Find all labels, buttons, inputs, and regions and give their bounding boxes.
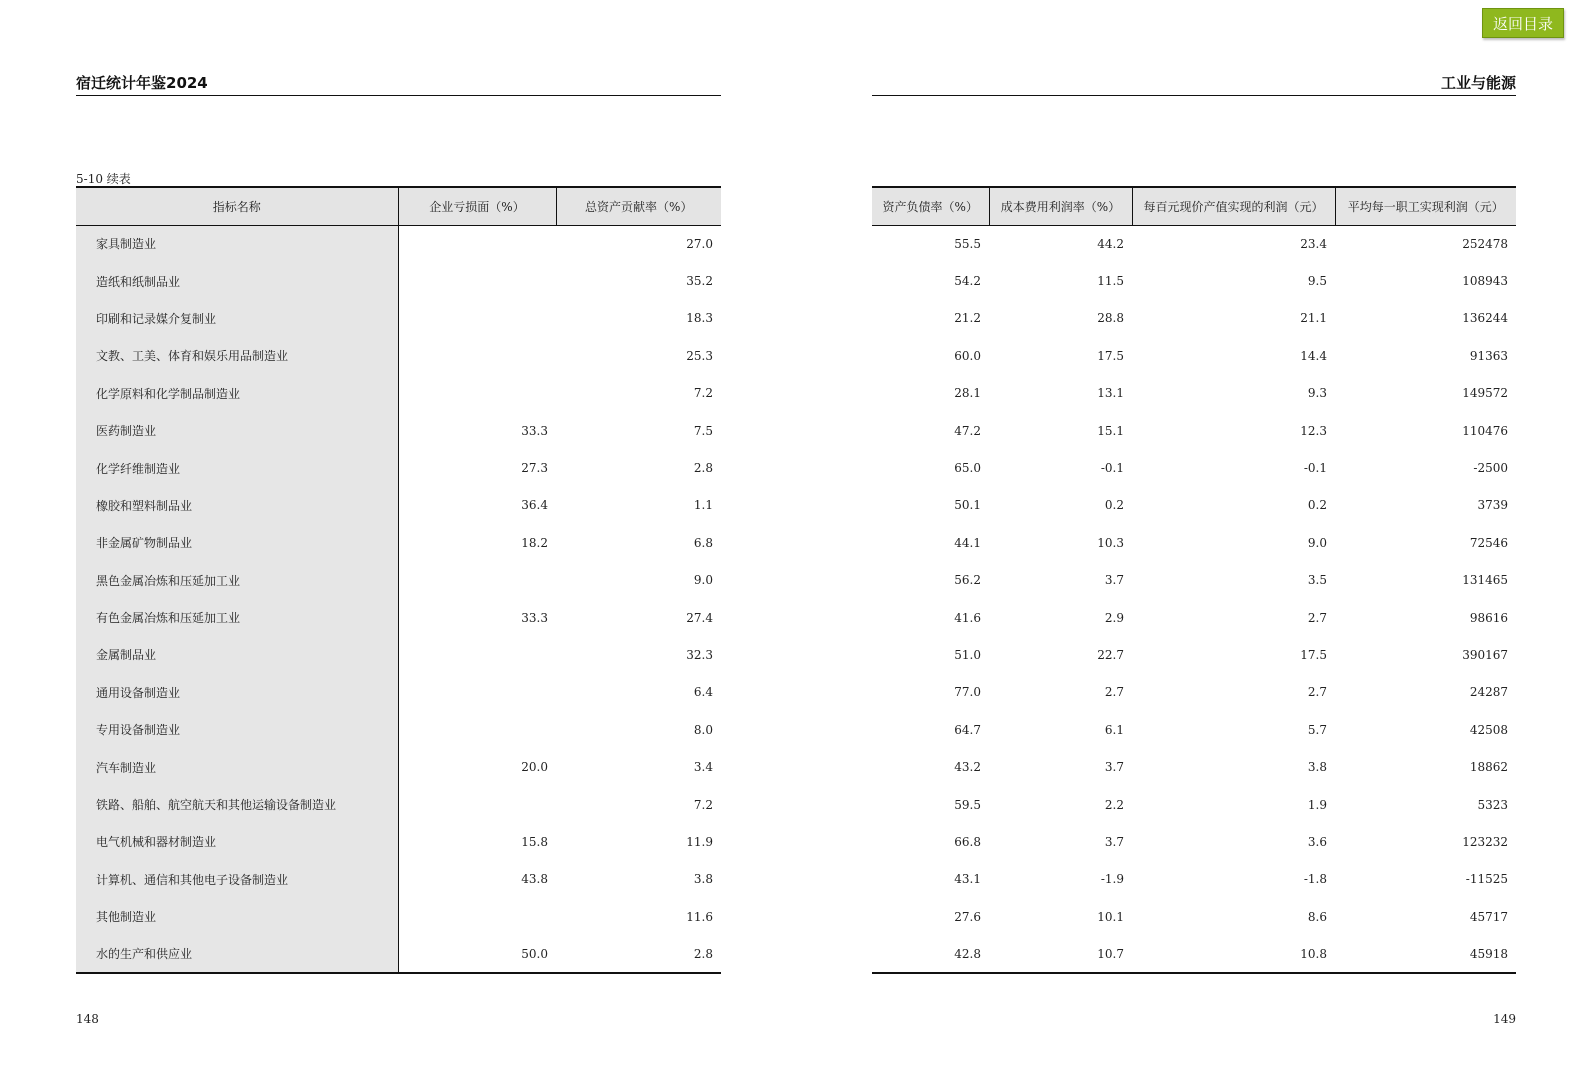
loss-rate-cell: 50.0 (398, 935, 556, 972)
table-title: 5-10 续表 (76, 172, 131, 186)
cost-profit-ratio-cell: 6.1 (1104, 722, 1124, 737)
indicator-name-cell: 通用设备制造业 (76, 674, 398, 711)
debt-ratio-cell: 60.0 (954, 348, 981, 363)
profit-per-100-cell: 21.1 (1300, 311, 1327, 326)
section-title: 工业与能源 (1440, 74, 1516, 92)
indicator-name-cell: 化学原料和化学制品制造业 (76, 375, 398, 412)
debt-ratio-cell: 47.2 (954, 423, 981, 438)
table-row (872, 748, 1516, 785)
cost-profit-ratio-cell: 22.7 (1097, 647, 1124, 662)
cost-profit-ratio-cell: 2.2 (1104, 797, 1124, 812)
profit-per-worker-cell: 72546 (1469, 535, 1508, 550)
table-row (76, 487, 721, 524)
indicator-name-cell: 其他制造业 (76, 898, 398, 935)
table-row (76, 599, 721, 636)
right-table (872, 186, 1516, 974)
table-row (76, 861, 721, 898)
table-row (76, 935, 721, 972)
loss-rate-cell (398, 337, 556, 374)
profit-per-worker-cell: 5323 (1477, 797, 1508, 812)
profit-per-worker-cell: 252478 (1462, 236, 1508, 251)
indicator-name-cell: 计算机、通信和其他电子设备制造业 (76, 861, 398, 898)
debt-ratio-cell: 56.2 (954, 573, 981, 588)
cost-profit-ratio-cell: 2.9 (1104, 610, 1124, 625)
debt-ratio-cell: 64.7 (954, 722, 981, 737)
cost-profit-ratio-cell: 0.2 (1104, 498, 1124, 513)
table-row (872, 786, 1516, 823)
loss-rate-cell (398, 636, 556, 673)
cost-profit-ratio-cell: 10.7 (989, 935, 1132, 972)
indicator-name-cell: 金属制品业 (76, 636, 398, 673)
asset-contribution-cell: 7.2 (693, 797, 713, 812)
debt-ratio-cell: 27.6 (954, 909, 981, 924)
loss-rate-cell: 36.4 (521, 498, 548, 513)
col-header-debt-ratio: 资产负债率（%） (872, 187, 989, 225)
back-to-contents-button[interactable]: 返回目录 (1482, 8, 1564, 38)
loss-rate-cell (398, 898, 556, 935)
debt-ratio-cell: 54.2 (954, 274, 981, 289)
table-row (872, 823, 1516, 860)
profit-per-worker-cell: 110476 (1462, 423, 1508, 438)
profit-per-worker-cell: 18862 (1469, 760, 1508, 775)
indicator-name-cell: 水的生产和供应业 (76, 935, 398, 972)
table-row (76, 562, 721, 599)
table-row (872, 599, 1516, 636)
table-row (872, 674, 1516, 711)
profit-per-worker-cell: 123232 (1462, 834, 1508, 849)
page-number-left: 148 (76, 1012, 99, 1026)
indicator-name-cell: 造纸和纸制品业 (76, 262, 398, 299)
table-row (872, 636, 1516, 673)
debt-ratio-cell: 66.8 (954, 834, 981, 849)
table-row (872, 337, 1516, 374)
indicator-name-cell: 家具制造业 (76, 225, 398, 262)
debt-ratio-cell: 51.0 (954, 647, 981, 662)
asset-contribution-cell: 18.3 (686, 311, 713, 326)
asset-contribution-cell: 11.9 (686, 834, 713, 849)
profit-per-100-cell: 2.7 (1307, 685, 1327, 700)
loss-rate-cell: 18.2 (521, 535, 548, 550)
profit-per-100-cell: 9.0 (1307, 535, 1327, 550)
yearbook-title: 宿迁统计年鉴2024 (76, 74, 208, 92)
asset-contribution-cell: 2.8 (693, 461, 713, 476)
loss-rate-cell: 33.3 (521, 610, 548, 625)
table-row (872, 935, 1516, 972)
cost-profit-ratio-cell: 3.7 (1104, 834, 1124, 849)
indicator-name-cell: 专用设备制造业 (76, 711, 398, 748)
profit-per-100-cell: 9.5 (1307, 274, 1327, 289)
debt-ratio-cell: 55.5 (954, 236, 981, 251)
table-row (76, 823, 721, 860)
profit-per-worker-cell: 149572 (1462, 386, 1508, 401)
table-row (76, 524, 721, 561)
loss-rate-cell: 33.3 (521, 423, 548, 438)
table-row (76, 337, 721, 374)
indicator-name-cell: 电气机械和器材制造业 (76, 823, 398, 860)
debt-ratio-cell: 50.1 (954, 498, 981, 513)
cost-profit-ratio-cell: 10.3 (1097, 535, 1124, 550)
table-row (76, 898, 721, 935)
loss-rate-cell (398, 674, 556, 711)
asset-contribution-cell: 11.6 (686, 909, 713, 924)
table-row (872, 524, 1516, 561)
loss-rate-cell (398, 300, 556, 337)
asset-contribution-cell: 9.0 (693, 573, 713, 588)
table-row (76, 786, 721, 823)
profit-per-100-cell: 9.3 (1307, 386, 1327, 401)
cost-profit-ratio-cell: 3.7 (1104, 573, 1124, 588)
debt-ratio-cell: 65.0 (954, 461, 981, 476)
table-row (76, 412, 721, 449)
table-row (872, 262, 1516, 299)
indicator-name-cell: 化学纤维制造业 (76, 449, 398, 486)
profit-per-worker-cell: 136244 (1462, 311, 1508, 326)
asset-contribution-cell: 1.1 (693, 498, 713, 513)
debt-ratio-cell: 41.6 (954, 610, 981, 625)
header-rule-right (872, 95, 1516, 96)
col-header-profit-per-worker: 平均每一职工实现利润（元） (1335, 187, 1516, 225)
debt-ratio-cell: 77.0 (954, 685, 981, 700)
profit-per-100-cell: 3.6 (1307, 834, 1327, 849)
cost-profit-ratio-cell: 15.1 (1097, 423, 1124, 438)
loss-rate-cell (398, 375, 556, 412)
profit-per-100-cell: 10.8 (1132, 935, 1335, 972)
cost-profit-ratio-cell: -0.1 (1100, 461, 1124, 476)
table-row (872, 487, 1516, 524)
table-row (872, 861, 1516, 898)
profit-per-100-cell: 3.8 (1307, 760, 1327, 775)
col-header-cost-profit-ratio: 成本费用利润率（%） (989, 187, 1132, 225)
indicator-name-cell: 橡胶和塑料制品业 (76, 487, 398, 524)
table-row (76, 449, 721, 486)
table-row (872, 412, 1516, 449)
asset-contribution-cell: 7.2 (693, 386, 713, 401)
debt-ratio-cell: 42.8 (872, 935, 989, 972)
table-row (76, 375, 721, 412)
asset-contribution-cell: 27.4 (686, 610, 713, 625)
asset-contribution-cell: 2.8 (556, 935, 721, 972)
cost-profit-ratio-cell: 13.1 (1097, 386, 1124, 401)
profit-per-worker-cell: 131465 (1462, 573, 1508, 588)
cost-profit-ratio-cell: 3.7 (1104, 760, 1124, 775)
profit-per-worker-cell: 45717 (1469, 909, 1508, 924)
profit-per-worker-cell: 45918 (1335, 935, 1516, 972)
debt-ratio-cell: 43.1 (954, 872, 981, 887)
profit-per-100-cell: 12.3 (1300, 423, 1327, 438)
cost-profit-ratio-cell: 28.8 (1097, 311, 1124, 326)
profit-per-worker-cell: 98616 (1469, 610, 1508, 625)
col-header-indicator: 指标名称 (76, 187, 398, 225)
profit-per-100-cell: -1.8 (1303, 872, 1327, 887)
col-header-asset-contribution: 总资产贡献率（%） (556, 187, 721, 225)
profit-per-worker-cell: 24287 (1469, 685, 1508, 700)
asset-contribution-cell: 3.8 (693, 872, 713, 887)
col-header-profit-per-100: 每百元现价产值实现的利润（元） (1132, 187, 1335, 225)
debt-ratio-cell: 21.2 (954, 311, 981, 326)
indicator-name-cell: 铁路、船舶、航空航天和其他运输设备制造业 (76, 786, 398, 823)
table-row (872, 225, 1516, 262)
header-rule-left (76, 95, 721, 96)
profit-per-worker-cell: 3739 (1477, 498, 1508, 513)
indicator-name-cell: 印刷和记录媒介复制业 (76, 300, 398, 337)
indicator-name-cell: 非金属矿物制品业 (76, 524, 398, 561)
indicator-name-cell: 医药制造业 (76, 412, 398, 449)
col-header-loss-rate: 企业亏损面（%） (398, 187, 556, 225)
asset-contribution-cell: 32.3 (686, 647, 713, 662)
table-row (76, 711, 721, 748)
profit-per-100-cell: 2.7 (1307, 610, 1327, 625)
profit-per-worker-cell: 42508 (1469, 722, 1508, 737)
table-row (872, 300, 1516, 337)
table-row (76, 748, 721, 785)
table-row (872, 898, 1516, 935)
loss-rate-cell (398, 786, 556, 823)
debt-ratio-cell: 59.5 (954, 797, 981, 812)
loss-rate-cell: 15.8 (521, 834, 548, 849)
loss-rate-cell (398, 562, 556, 599)
asset-contribution-cell: 7.5 (693, 423, 713, 438)
cost-profit-ratio-cell: 17.5 (1097, 348, 1124, 363)
cost-profit-ratio-cell: 44.2 (1097, 236, 1124, 251)
profit-per-100-cell: -0.1 (1303, 461, 1327, 476)
profit-per-worker-cell: -11525 (1465, 872, 1508, 887)
cost-profit-ratio-cell: 10.1 (1097, 909, 1124, 924)
indicator-name-cell: 汽车制造业 (76, 748, 398, 785)
indicator-name-cell: 文教、工美、体育和娱乐用品制造业 (76, 337, 398, 374)
profit-per-100-cell: 3.5 (1307, 573, 1327, 588)
loss-rate-cell: 27.3 (521, 461, 548, 476)
profit-per-100-cell: 8.6 (1307, 909, 1327, 924)
table-row (872, 449, 1516, 486)
asset-contribution-cell: 6.8 (693, 535, 713, 550)
asset-contribution-cell: 3.4 (693, 760, 713, 775)
table-row (872, 375, 1516, 412)
table-row (872, 711, 1516, 748)
profit-per-worker-cell: 390167 (1462, 647, 1508, 662)
profit-per-100-cell: 1.9 (1307, 797, 1327, 812)
loss-rate-cell: 43.8 (521, 872, 548, 887)
cost-profit-ratio-cell: 11.5 (1097, 274, 1124, 289)
table-row (76, 636, 721, 673)
table-row (76, 674, 721, 711)
profit-per-100-cell: 0.2 (1307, 498, 1327, 513)
debt-ratio-cell: 43.2 (954, 760, 981, 775)
table-row (76, 225, 721, 262)
profit-per-worker-cell: 108943 (1462, 274, 1508, 289)
indicator-name-cell: 有色金属冶炼和压延加工业 (76, 599, 398, 636)
debt-ratio-cell: 44.1 (954, 535, 981, 550)
loss-rate-cell: 20.0 (521, 760, 548, 775)
profit-per-100-cell: 17.5 (1300, 647, 1327, 662)
asset-contribution-cell: 25.3 (686, 348, 713, 363)
left-table (76, 186, 721, 974)
table-row (872, 562, 1516, 599)
asset-contribution-cell: 8.0 (693, 722, 713, 737)
asset-contribution-cell: 6.4 (693, 685, 713, 700)
profit-per-worker-cell: -2500 (1473, 461, 1508, 476)
page-number-right: 149 (1493, 1012, 1516, 1026)
indicator-name-cell: 黑色金属冶炼和压延加工业 (76, 562, 398, 599)
profit-per-100-cell: 14.4 (1300, 348, 1327, 363)
asset-contribution-cell: 27.0 (686, 236, 713, 251)
profit-per-worker-cell: 91363 (1469, 348, 1508, 363)
cost-profit-ratio-cell: -1.9 (1100, 872, 1124, 887)
cost-profit-ratio-cell: 2.7 (1104, 685, 1124, 700)
asset-contribution-cell: 35.2 (686, 274, 713, 289)
profit-per-100-cell: 5.7 (1307, 722, 1327, 737)
debt-ratio-cell: 28.1 (954, 386, 981, 401)
loss-rate-cell (398, 262, 556, 299)
table-row (76, 300, 721, 337)
loss-rate-cell (398, 711, 556, 748)
table-row (76, 262, 721, 299)
profit-per-100-cell: 23.4 (1300, 236, 1327, 251)
loss-rate-cell (398, 225, 556, 262)
